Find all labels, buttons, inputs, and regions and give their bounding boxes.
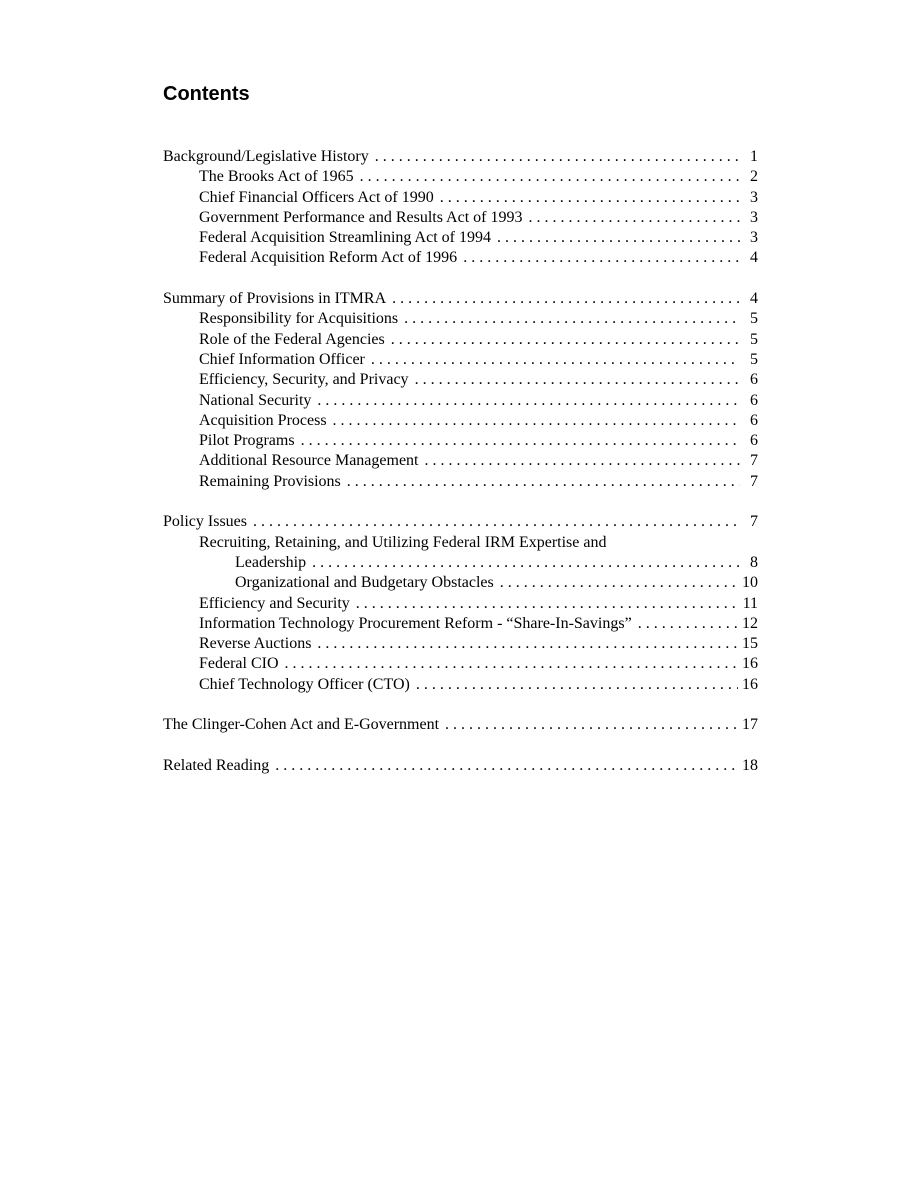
toc-subsection[interactable]	[163, 451, 758, 471]
toc-entry-title: Government Performance and Results Act of 1993	[199, 208, 523, 226]
toc-entry-title: Acquisition Process	[199, 411, 327, 429]
dot-leader	[391, 330, 740, 350]
toc-entry-title: Recruiting, Retaining, and Utilizing Federal IRM Expertise and	[199, 533, 607, 551]
toc-page-number: 7	[750, 513, 758, 531]
toc-entry-title: Organizational and Budgetary Obstacles	[235, 574, 494, 592]
toc-page-number: 3	[750, 208, 758, 226]
toc-subsection[interactable]	[163, 208, 758, 228]
toc-page-number: 15	[742, 635, 758, 653]
toc-page-number: 5	[750, 330, 758, 348]
toc-page-number: 3	[750, 229, 758, 247]
toc-page-number: 11	[742, 594, 758, 612]
toc-page-number: 16	[742, 655, 758, 673]
toc-page-number: 7	[750, 472, 758, 490]
toc-entry-title: The Clinger-Cohen Act and E-Government	[163, 716, 440, 734]
toc-subsection[interactable]	[163, 411, 758, 431]
dot-leader	[285, 654, 738, 674]
dot-leader	[347, 472, 740, 492]
dot-leader	[333, 411, 740, 431]
toc-page-number: 7	[750, 452, 758, 470]
toc-page-number: 18	[742, 756, 758, 774]
toc-subsection[interactable]	[163, 573, 758, 593]
toc-entry-title: The Brooks Act of 1965	[199, 168, 354, 186]
dot-leader	[497, 228, 740, 248]
dot-leader	[528, 208, 740, 228]
dot-leader	[638, 614, 738, 634]
dot-leader	[317, 634, 738, 654]
toc-subsection[interactable]	[163, 431, 758, 451]
toc-section[interactable]	[163, 756, 758, 776]
toc-page-number: 6	[750, 371, 758, 389]
toc-entry-title: Federal Acquisition Streamlining Act of 1994	[199, 229, 491, 247]
toc-entry-title: Information Technology Procurement Reform - “Share-In-Savings”	[199, 614, 632, 632]
toc-subsection[interactable]	[163, 350, 758, 370]
toc-entry-title: Background/Legislative History	[163, 148, 369, 165]
toc-entry-title: Chief Information Officer	[199, 350, 365, 368]
toc-page-number: 12	[742, 614, 758, 632]
dot-leader	[440, 188, 740, 208]
toc-section[interactable]	[163, 512, 758, 532]
toc-entry-title: Responsibility for Acquisitions	[199, 310, 399, 328]
toc-subsection[interactable]	[163, 614, 758, 634]
toc-entry-title: Related Reading	[163, 756, 270, 774]
dot-leader	[301, 431, 740, 451]
dot-leader	[425, 451, 741, 471]
toc-subsection[interactable]	[163, 675, 758, 695]
toc-entry-title: Policy Issues	[163, 513, 247, 531]
toc-entry-title: Efficiency and Security	[199, 594, 350, 612]
toc-section[interactable]	[163, 715, 758, 735]
dot-leader	[415, 370, 740, 390]
toc-entry-title: Pilot Programs	[199, 432, 295, 450]
toc-section[interactable]	[163, 147, 758, 167]
toc-entry-title: Additional Resource Management	[199, 452, 419, 470]
dot-leader	[356, 594, 739, 614]
dot-leader	[312, 553, 740, 573]
toc-page-number: 6	[750, 432, 758, 450]
dot-leader	[416, 675, 738, 695]
dot-leader	[463, 248, 740, 268]
dot-leader	[371, 350, 740, 370]
toc-entry-title: Summary of Provisions in ITMRA	[163, 290, 387, 308]
toc-subsection[interactable]	[163, 391, 758, 411]
toc-entry-title: Reverse Auctions	[199, 635, 312, 653]
toc-page-number: 4	[750, 290, 758, 308]
dot-leader	[404, 309, 740, 329]
toc-page-number: 16	[742, 675, 758, 693]
dot-leader	[500, 573, 738, 593]
toc-page-number: 5	[750, 350, 758, 368]
table-of-contents	[163, 147, 758, 776]
dot-leader	[375, 147, 740, 167]
toc-entry-title: National Security	[199, 391, 312, 409]
toc-page-number: 8	[750, 553, 758, 571]
toc-entry-title: Federal Acquisition Reform Act of 1996	[199, 249, 458, 267]
toc-entry-title: Remaining Provisions	[199, 472, 341, 490]
dot-leader	[392, 289, 740, 309]
toc-subsection[interactable]	[163, 654, 758, 674]
toc-page-number: 5	[750, 310, 758, 328]
toc-page-number: 1	[750, 148, 758, 165]
toc-section[interactable]	[163, 289, 758, 309]
dot-leader	[317, 391, 740, 411]
toc-subsection[interactable]	[163, 330, 758, 350]
toc-entry-title: Chief Technology Officer (CTO)	[199, 675, 410, 693]
toc-subsection[interactable]	[163, 594, 758, 614]
dot-leader	[445, 715, 738, 735]
toc-entry-title: Efficiency, Security, and Privacy	[199, 371, 409, 389]
toc-subsection[interactable]	[163, 472, 758, 492]
toc-page-number: 17	[742, 716, 758, 734]
toc-entry-title: Federal CIO	[199, 655, 279, 673]
toc-page-number: 4	[750, 249, 758, 267]
toc-page-number: 10	[742, 574, 758, 592]
toc-page-number: 2	[750, 168, 758, 186]
contents-heading: Contents	[163, 83, 250, 105]
toc-page-number: 6	[750, 411, 758, 429]
toc-entry-title: Chief Financial Officers Act of 1990	[199, 188, 434, 206]
toc-subsection[interactable]	[163, 188, 758, 208]
toc-subsection[interactable]	[163, 553, 758, 573]
toc-subsection[interactable]	[163, 248, 758, 268]
dot-leader	[275, 756, 738, 776]
toc-subsection[interactable]	[163, 634, 758, 654]
toc-subsection[interactable]	[163, 309, 758, 329]
toc-subsection[interactable]	[163, 533, 758, 553]
toc-subsection[interactable]	[163, 370, 758, 390]
toc-entry-title: Leadership	[235, 553, 307, 571]
toc-subsection[interactable]	[163, 167, 758, 187]
toc-page-number: 6	[750, 391, 758, 409]
dot-leader	[360, 167, 740, 187]
toc-subsection[interactable]	[163, 228, 758, 248]
toc-page-number: 3	[750, 188, 758, 206]
toc-entry-title: Role of the Federal Agencies	[199, 330, 385, 348]
dot-leader	[253, 512, 740, 532]
